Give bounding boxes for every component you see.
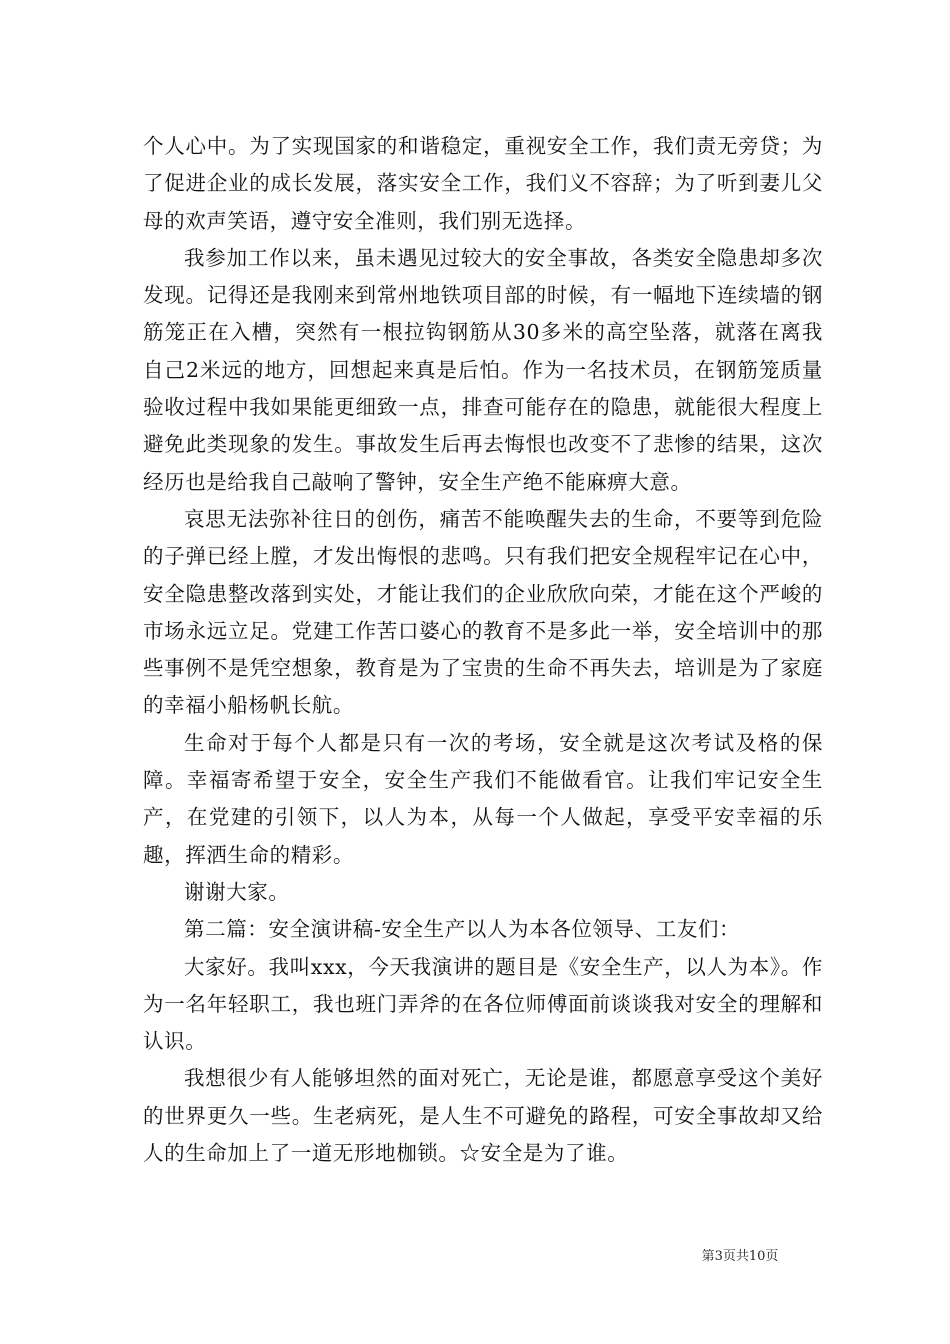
section-heading: 第二篇：安全演讲稿-安全生产以人为本各位领导、工友们： (184, 917, 741, 942)
page-number-footer: 第3页共10页 (701, 1249, 779, 1264)
paragraph-7: 大家好。我叫xxx，今天我演讲的题目是《安全生产，以人为本》。作为一名年轻职工，我也班门弄斧的在各位师傅面前谈谈我对安全的理解和认识。 (143, 954, 823, 1054)
paragraph-2: 我参加工作以来，虽未遇见过较大的安全事故，各类安全隐患却多次发现。记得还是我刚来到常州地铁项目部的时候，有一幅地下连续墙的钢筋笼正在入槽，突然有一根拉钩钢筋从30多米的高空坠落，就落在离我自己2米远的地方，回想起来真是后怕。作为一名技术员，在钢筋笼质量验收过程中我如果能更细致一点，排查可能存在的隐患，就能很大程度上避免此类现象的发生。事故发生后再去悔恨也改变不了悲惨的结果，这次经历也是给我自己敲响了警钟，安全生产绝不能麻痹大意。 (143, 245, 823, 494)
document-body (143, 128, 823, 1172)
paragraph-4: 生命对于每个人都是只有一次的考场，安全就是这次考试及格的保障。幸福寄希望于安全，安全生产我们不能做看官。让我们牢记安全生产，在党建的引领下，以人为本，从每一个人做起，享受平安幸福的乐趣，挥洒生命的精彩。 (143, 730, 823, 867)
paragraph-3: 哀思无法弥补往日的创伤，痛苦不能唤醒失去的生命，不要等到危险的子弹已经上膛，才发出悔恨的悲鸣。只有我们把安全规程牢记在心中，安全隐患整改落到实处，才能让我们的企业欣欣向荣，才能在这个严峻的市场永远立足。党建工作苦口婆心的教育不是多此一举，安全培训中的那些事例不是凭空想象，教育是为了宝贵的生命不再失去，培训是为了家庭的幸福小船杨帆长航。 (143, 506, 823, 718)
paragraph-5: 谢谢大家。 (184, 879, 290, 904)
paragraph-8: 我想很少有人能够坦然的面对死亡，无论是谁，都愿意享受这个美好的世界更久一些。生老病死，是人生不可避免的路程，可安全事故却又给人的生命加上了一道无形地枷锁。☆安全是为了谁。 (143, 1066, 823, 1166)
paragraph-1: 个人心中。为了实现国家的和谐稳定，重视安全工作，我们责无旁贷；为了促进企业的成长发展，落实安全工作，我们义不容辞；为了听到妻儿父母的欢声笑语，遵守安全准则，我们别无选择。 (143, 134, 823, 233)
